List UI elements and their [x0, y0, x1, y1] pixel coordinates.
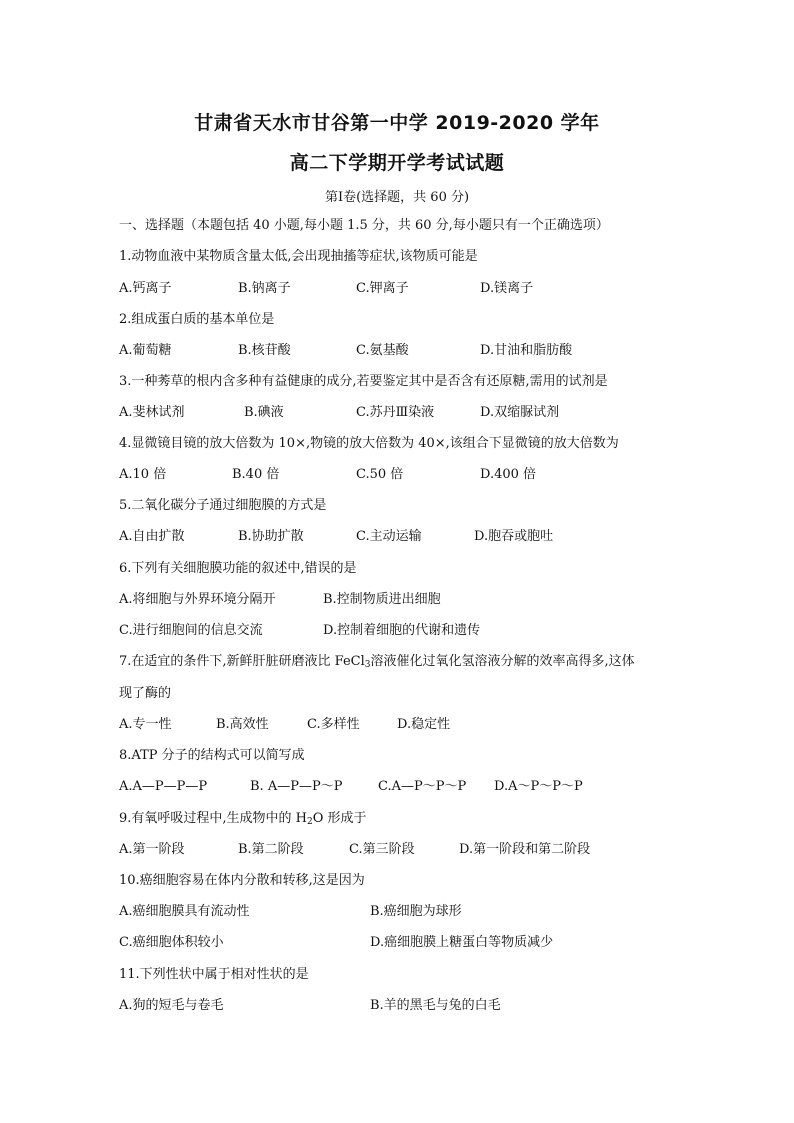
q3-option-b: B.碘液 — [244, 405, 284, 420]
q5-option-a: A.自由扩散 — [119, 529, 185, 544]
q4-option-a: A.10 倍 — [119, 467, 167, 482]
q1-option-c: C.钾离子 — [356, 281, 409, 296]
q10-option-d: D.癌细胞膜上糖蛋白等物质减少 — [370, 935, 554, 950]
q9-option-d: D.第一阶段和第二阶段 — [459, 842, 591, 857]
exam-title-line1: 甘肃省天水市甘谷第一中学 2019-2020 学年 — [194, 112, 600, 134]
q5-option-b: B.协助扩散 — [238, 529, 304, 544]
question-3-stem: 3.一种莠草的根内含多种有益健康的成分,若要鉴定其中是否含有还原糖,需用的试剂是 — [119, 374, 608, 389]
q6-option-d: D.控制着细胞的代谢和遗传 — [323, 623, 481, 638]
q8-option-a: A.A—P—P—P — [119, 779, 208, 794]
q2-option-b: B.核苷酸 — [238, 343, 291, 358]
q8-option-b: B. A—P—P～P — [250, 779, 343, 794]
q11-option-b: B.羊的黑毛与兔的白毛 — [370, 998, 501, 1013]
q7-option-b: B.高效性 — [216, 717, 269, 732]
q4-option-b: B.40 倍 — [232, 467, 280, 482]
q10-option-a: A.癌细胞膜具有流动性 — [119, 904, 250, 919]
q8-option-d: D.A～P～P～P — [494, 779, 583, 794]
question-5-stem: 5.二氧化碳分子通过细胞膜的方式是 — [119, 498, 327, 513]
q7-option-c: C.多样性 — [307, 717, 360, 732]
q5-option-d: D.胞吞或胞吐 — [474, 529, 554, 544]
q4-option-d: D.400 倍 — [480, 467, 537, 482]
question-10-stem: 10.癌细胞容易在体内分散和转移,这是因为 — [119, 873, 365, 888]
q7-option-d: D.稳定性 — [397, 717, 451, 732]
q4-option-c: C.50 倍 — [356, 467, 404, 482]
q9-option-c: C.第三阶段 — [349, 842, 415, 857]
q2-option-c: C.氨基酸 — [356, 343, 409, 358]
q7-option-a: A.专一性 — [119, 717, 172, 732]
question-4-stem: 4.显微镜目镜的放大倍数为 10×,物镜的放大倍数为 40×,该组合下显微镜的放大倍数为 — [119, 436, 619, 451]
question-9-stem: 9.有氧呼吸过程中,生成物中的 $H_2O$ 形成于 — [119, 811, 367, 827]
q1-option-a: A.钙离子 — [119, 281, 172, 296]
q5-option-c: C.主动运输 — [356, 529, 422, 544]
q11-option-a: A.狗的短毛与卷毛 — [119, 998, 224, 1013]
question-8-stem: 8.ATP 分子的结构式可以简写成 — [119, 748, 305, 763]
q6-option-c: C.进行细胞间的信息交流 — [119, 623, 263, 638]
q9-option-b: B.第二阶段 — [238, 842, 304, 857]
q2-option-d: D.甘油和脂肪酸 — [480, 343, 573, 358]
question-2-stem: 2.组成蛋白质的基本单位是 — [119, 312, 275, 327]
instructions: 一、选择题（本题包括 40 小题,每小题 1.5 分，共 60 分,每小题只有一个正确选项） — [119, 218, 609, 233]
q9-option-a: A.第一阶段 — [119, 842, 185, 857]
q8-option-c: C.A—P～P～P — [378, 779, 467, 794]
question-11-stem: 11.下列性状中属于相对性状的是 — [119, 967, 309, 982]
q2-option-a: A.葡萄糖 — [119, 343, 172, 358]
section-heading: 第Ⅰ卷(选择题，共 60 分) — [324, 190, 470, 205]
q6-option-b: B.控制物质进出细胞 — [323, 592, 441, 607]
exam-title-line2: 高二下学期开学考试试题 — [289, 152, 505, 174]
q3-option-c: C.苏丹Ⅲ染液 — [356, 405, 435, 420]
q1-option-b: B.钠离子 — [238, 281, 291, 296]
q1-option-d: D.镁离子 — [480, 281, 534, 296]
q3-option-a: A.斐林试剂 — [119, 405, 185, 420]
q3-option-d: D.双缩脲试剂 — [480, 405, 560, 420]
question-7-stem-cont: 现了酶的 — [119, 686, 172, 701]
question-6-stem: 6.下列有关细胞膜功能的叙述中,错误的是 — [119, 561, 357, 576]
q6-option-a: A.将细胞与外界环境分隔开 — [119, 592, 276, 607]
q10-option-c: C.癌细胞体积较小 — [119, 935, 224, 950]
q10-option-b: B.癌细胞为球形 — [370, 904, 462, 919]
question-1-stem: 1.动物血液中某物质含量太低,会出现抽搐等症状,该物质可能是 — [119, 249, 478, 264]
question-7-stem: 7.在适宜的条件下,新鲜肝脏研磨液比 FeCl$_3$溶液催化过氧化氢溶液分解的效率高得多,这体 — [119, 654, 635, 670]
